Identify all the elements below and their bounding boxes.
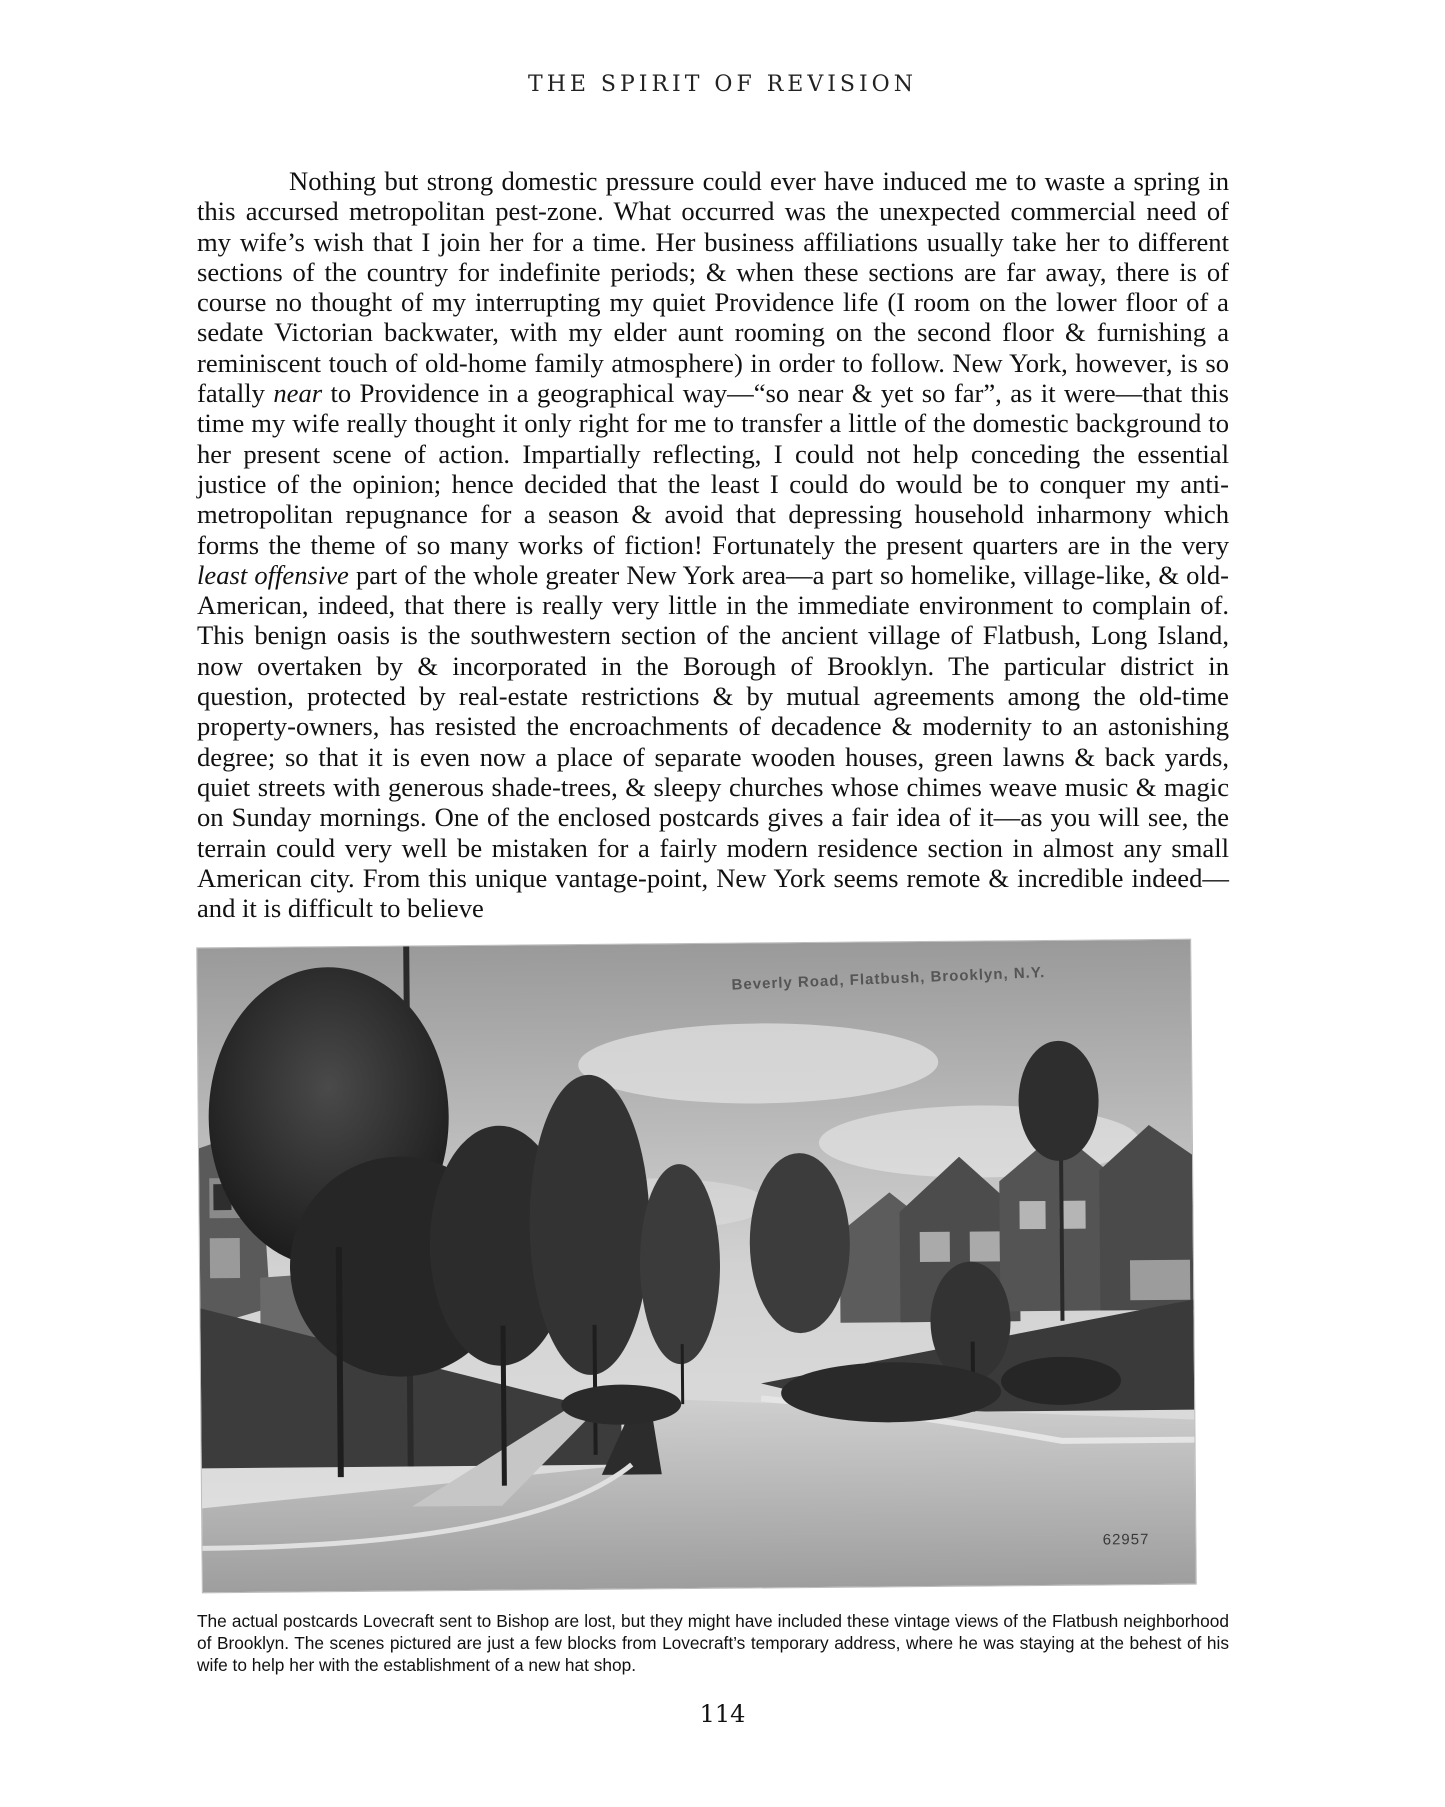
body-text-segment: part of the whole greater New York area—a part so homelike, village-like, & old-American, indeed, that there is really very little in the immediate environment to complain of. This benign oasis is the southwestern section of the ancient village of Flatbush, Long Island, now overtaken by & incorporated in the Borough of Brooklyn. The particular district in question, protected by real-estate restrictions & by mutual agreements among the old-time property-owners, has resisted the encroachments of decadence & modernity to an astonishing degree; so that it is even now a place of separate wooden houses, green lawns & back yards, quiet streets with generous shade-trees, & sleepy churches whose chimes weave music & magic on Sunday mornings. One of the enclosed postcards gives a fair idea of it—as you will see, the terrain could very well be mistaken for a fairly modern residence section in almost any small American city. From this unique vantage-point, New York seems remote & incredible indeed—and it is difficult to believe [197,559,1229,924]
body-paragraph [197,166,1229,923]
postcard-number: 62957 [1102,1531,1150,1549]
page-number: 114 [699,1700,746,1728]
figure-caption: The actual postcards Lovecraft sent to Bishop are lost, but they might have included these vintage views of the Flatbush neighborhood of Brooklyn. The scenes pictured are just a few blocks from Lovecraft’s temporary address, where he was staying at the behest of his wife to help her with the establishment of a new hat shop. [197,1611,1229,1675]
running-head: THE SPIRIT OF REVISION [528,72,917,97]
italic-emphasis: least offensive [197,559,349,590]
postcard-title: Beverly Road, Flatbush, Brooklyn, N.Y. [731,964,1046,994]
street-scene-illustration [197,940,1196,1593]
body-text-segment: to Providence in a geographical way—“so near & yet so far”, as it were—that this time my wife really thought it only right for me to transfer a little of the domestic background to her present scene of action. Impartially reflecting, I could not help conceding the essential justice of the opinion; hence decided that the least I could do would be to conquer my anti-metropolitan repugnance for a season & avoid that depressing household inharmony which forms the theme of so many works of fiction! Fortunately the present quarters are in the very [197,378,1229,560]
italic-emphasis: near [273,378,323,409]
body-text-segment: Nothing but strong domestic pressure could ever have induced me to waste a spring in this accursed metropolitan pest-zone. What occurred was the unexpected commercial need of my wife’s wish that I join her for a time. Her business affiliations usually take her to different sections of the country for indefinite periods; & when these sections are far away, there is of course no thought of my interrupting my quiet Providence life (I room on the lower floor of a sedate Victorian backwater, with my elder aunt rooming on the second floor & furnishing a reminiscent touch of old-home family atmosphere) in order to follow. New York, however, is so fatally [197,166,1229,409]
postcard-photo [197,940,1196,1593]
